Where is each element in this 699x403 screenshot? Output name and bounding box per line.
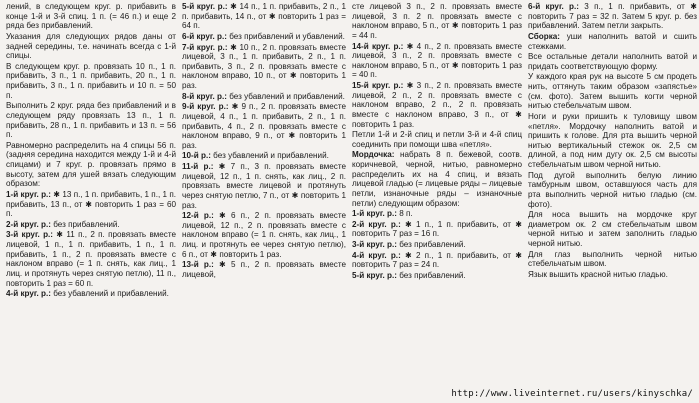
- paragraph-text: ✱ 3 п., 2 п. провязать вместе лицевой, 2 п., 2 п. провязать вместе с наклоном вправо, 2 п., 2 п. провязать вместе с наклоном вправо, 3 п., от ✱ повторить 1 раз.: [352, 81, 523, 129]
- instruction-paragraph: [528, 270, 697, 280]
- paragraph-text: лений, в следующем круг. р. прибавить в конце 1-й и 3-й спиц. 1 п. (= 46 п.) и еще 2 ряда без прибавлений.: [6, 2, 176, 31]
- row-label: 10-й р.:: [182, 151, 211, 161]
- row-label: 1-й круг. р.:: [352, 209, 397, 219]
- row-label: 2-й круг. р.:: [352, 219, 401, 229]
- instruction-paragraph: [352, 209, 522, 219]
- row-label: Мордочка:: [352, 150, 395, 160]
- paragraph-text: 3 п., 1 п. прибавить, от ✱ повторить 7 раз = 32 п. Затем 5 круг. р. без прибавлений. Затем петли закрыть.: [528, 2, 697, 31]
- paragraph-text: без прибавлений и убавлений.: [226, 31, 345, 41]
- row-label: 4-й круг. р.:: [6, 289, 51, 299]
- instruction-paragraph: [6, 289, 176, 299]
- paragraph-text: Язык вышить красной нитью гладью.: [528, 269, 668, 279]
- paragraph-text: ✱ 9 п., 2 п. провязать вместе лицевой, 4 п., 1 п. прибавить, 2 п., 1 п. прибавить, 4 п., 2 п. провязать вместе с наклоном вправо, 9 п., от ✱ повторить 1 раз.: [182, 102, 347, 150]
- paragraph-text: сте лицевой 3 п., 2 п. провязать вместе лицевой, 3 п. 2 п. провязать вместе с наклоном вправо, 5 п., от ✱ повторить 1 раз = 44 п.: [352, 2, 522, 40]
- instruction-paragraph: [352, 251, 522, 270]
- paragraph-text: ✱ 2 п., 1 п. прибавить, от ✱ повторить 7 раз = 24 п.: [352, 250, 522, 270]
- paragraph-text: ✱ 11 п., 2 п. провязать вместе лицевой, 1 п., 1 п. прибавить, 1 п., 1 п. прибавить, 1 п., 2 п. провязать вместе с наклоном вправо (= 1 п. снять, как лиц., 1 лиц. и протянуть через снятую петлю), 11 п., повторить 1 раз = 60 п.: [6, 230, 176, 288]
- instruction-paragraph: [528, 112, 697, 170]
- instruction-paragraph: [528, 250, 697, 269]
- instruction-paragraph: [352, 150, 522, 208]
- paragraph-text: ✱ 4 п., 2 п. провязать вместе лицевой, 3 п., 2 п. провязать вместе с наклоном вправо, 5 п., от ✱ повторить 1 раз = 40 п.: [352, 41, 523, 80]
- instruction-paragraph: [182, 211, 346, 259]
- paragraph-text: без прибавлений.: [396, 270, 466, 280]
- paragraph-text: Для носа вышить на мордочке круг диаметром ок. 2 см стебельчатым швом черной нитью и затем заполнить гладью черной нитью.: [528, 210, 697, 248]
- instruction-paragraph: [6, 32, 176, 61]
- instruction-paragraph: [352, 220, 522, 239]
- row-label: 9-й круг. р.:: [182, 102, 229, 112]
- instruction-paragraph: [528, 72, 697, 111]
- paragraph-text: ✱ 10 п., 2 п. провязать вместе лицевой, 3 п., 1 п. прибавить, 2 п., 1 п. прибавить, 3 п., 2 п. провязать вместе с наклоном вправо, 10 п., от ✱ повторить 1 раз.: [182, 42, 346, 90]
- row-label: 3-й круг. р.:: [352, 240, 397, 249]
- paragraph-text: набрать 8 п. бежевой, соотв. коричневой, черной, нитью, равномерно распределить их на 4 спиц, и вязать лицевой гладью (= лицевые ряды – лицевые петли, изнаночные ряды – изнаночные петли) следующим образом:: [352, 150, 522, 208]
- paragraph-text: без убавлений и прибавлений.: [226, 91, 345, 101]
- instruction-paragraph: [352, 81, 522, 129]
- instruction-paragraph: [182, 92, 346, 102]
- paragraph-text: Указания для следующих рядов даны от задней середины, т.е. начинать всегда с 1-й спицы.: [6, 31, 176, 61]
- instruction-paragraph: [528, 32, 697, 51]
- text-column-2: [182, 2, 352, 403]
- row-label: 3-й круг. р.:: [6, 230, 53, 240]
- paragraph-text: без убавлений и прибавлений.: [50, 289, 169, 299]
- instruction-paragraph: [6, 220, 176, 230]
- paragraph-text: без прибавлений.: [50, 219, 120, 229]
- row-label: 2-й круг. р.:: [6, 219, 51, 229]
- row-label: 6-й круг. р.:: [528, 2, 579, 11]
- paragraph-text: Все остальные детали наполнить ватой и придать соответствующую форму.: [528, 52, 697, 71]
- instruction-paragraph: [6, 2, 176, 31]
- row-label: 12-й р.:: [182, 211, 214, 221]
- instruction-paragraph: [528, 52, 697, 71]
- instruction-paragraph: [182, 2, 346, 31]
- row-label: 5-й круг. р.:: [182, 2, 228, 11]
- text-column-1: [6, 2, 182, 403]
- instruction-paragraph: [6, 62, 176, 101]
- paragraph-text: без убавлений и прибавлений.: [210, 151, 329, 161]
- instruction-paragraph: [182, 32, 346, 42]
- paragraph-text: Петли 1-й и 2-й спиц и петли 3-й и 4-й спиц соединить при помощи шва «петля».: [352, 130, 522, 149]
- instruction-paragraph: [352, 240, 522, 250]
- text-column-3: [352, 2, 528, 403]
- instruction-paragraph: [6, 141, 176, 189]
- text-column-4: [528, 2, 697, 403]
- instruction-paragraph: [528, 2, 697, 31]
- row-label: Сборка:: [528, 31, 560, 41]
- instruction-paragraph: [6, 230, 176, 288]
- instruction-paragraph: [182, 151, 346, 161]
- row-label: 6-й круг. р.:: [182, 31, 227, 41]
- instruction-paragraph: [182, 43, 346, 91]
- paragraph-text: Под дугой выполнить белую линию тамбурным швом, оставшуюся часть для рта выполнить черной нитью гладью (см. фото).: [528, 170, 697, 209]
- instruction-paragraph: [528, 210, 697, 249]
- row-label: 1-й круг. р.:: [6, 189, 51, 199]
- instruction-paragraph: [182, 102, 346, 150]
- watermark-url: http://www.liveinternet.ru/users/kinyschka/: [451, 389, 693, 399]
- instruction-paragraph: [6, 101, 176, 140]
- paragraph-text: У каждого края рук на высоте 5 см продеть нить, оттянуть таким образом «запястье» (см. фото). Затем вышить когти черной нитью стебельчатым швом.: [528, 72, 697, 111]
- paragraph-text: ✱ 7 п., 3 п. провязать вместе лицевой, 12 п., 1 п. снять, как лиц., 2 п. провязать вместе лицевой и протянуть через снятую петлю, 7 п., от ✱ повторить 1 раз.: [182, 162, 346, 210]
- paragraph-text: Выполнить 2 круг. ряда без прибавлений и в следующем ряду провязать 13 п., 1 п. прибавить, 28 п., 1 п. прибавить и 13 п. = 56 п.: [6, 101, 176, 140]
- row-label: 8-й круг. р.:: [182, 91, 227, 101]
- instruction-paragraph: [352, 271, 522, 281]
- instruction-paragraph: [352, 42, 522, 81]
- paragraph-text: Для глаз выполнить черной нитью стебельчатым швом.: [528, 249, 697, 269]
- paragraph-text: Равномерно распределить на 4 спицы 56 п. (задняя середина находится между 1-й и 4-й спицами) и 7 круг. р. провязать прямо в высоту, затем для ушей вязать следующим образом:: [6, 140, 176, 189]
- paragraph-text: 8 п.: [396, 209, 413, 219]
- paragraph-text: ✱ 13 п., 1 п. прибавить, 1 п., 1 п. прибавить, 13 п., от ✱ повторить 1 раз = 60 п.: [6, 189, 176, 219]
- paragraph-text: ✱ 5 п., 2 п. провязать вместе лицевой,: [182, 260, 346, 279]
- paragraph-text: Ноги и руки пришить к туловищу швом «петля». Мордочку наполнить ватой и пришить к голове. Для рта вышить черной нитью вертикальный стежок ок. 2,5 см длиной, а под ним дугу ок. 2,5 см высоты стебельчатым швом черной нитью.: [528, 111, 697, 169]
- paragraph-text: ✱ 6 п., 2 п. провязать вместе лицевой, 12 п., 2 п. провязать вместе с наклоном вправо (= 1 п. снять, как лиц., 1 лиц. и протянуть ее через снятую петлю), 6 п., от ✱ повторить 1 раз.: [182, 211, 346, 259]
- instruction-paragraph: [6, 190, 176, 219]
- row-label: 14-й круг. р.:: [352, 41, 404, 51]
- paragraph-text: В следующем круг. р. провязать 10 п., 1 п. прибавить, 3 п., 1 п. прибавить, 20 п., 1 п. прибавить, 3 п., 1 п. прибавить и 10 п. = 50 п.: [6, 61, 176, 100]
- row-label: 5-й круг. р.:: [352, 270, 397, 280]
- instruction-paragraph: [352, 2, 522, 41]
- paragraph-text: ✱ 1 п., 1 п. прибавить, от ✱ повторить 7 раз = 16 п.: [352, 219, 522, 239]
- row-label: 4-й круг. р.:: [352, 250, 401, 260]
- paragraph-text: ✱ 14 п., 1 п. прибавить, 2 п., 1 п. прибавить, 14 п., от ✱ повторить 1 раз = 64 п.: [182, 2, 346, 31]
- row-label: 11-й р.:: [182, 162, 214, 171]
- instruction-paragraph: [182, 162, 346, 210]
- row-label: 13-й р.:: [182, 260, 214, 270]
- instruction-paragraph: [352, 130, 522, 149]
- paragraph-text: без прибавлений.: [396, 240, 466, 249]
- instruction-paragraph: [528, 171, 697, 210]
- row-label: 15-й круг. р.:: [352, 81, 404, 90]
- instruction-paragraph: [182, 260, 346, 279]
- paragraph-text: уши наполнить ватой и сшить стежками.: [528, 31, 697, 51]
- row-label: 7-й круг. р.:: [182, 42, 228, 52]
